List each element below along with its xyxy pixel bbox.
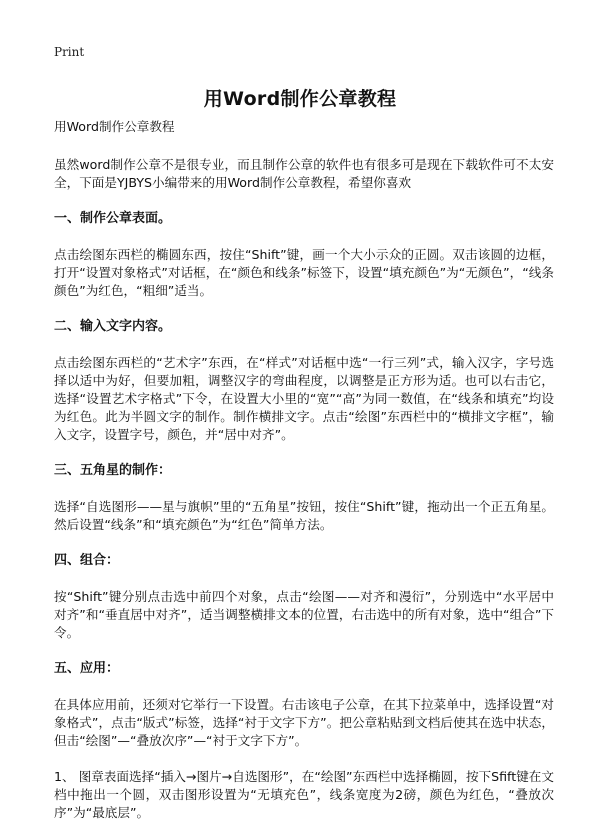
section-star bbox=[54, 462, 554, 534]
section-seal-surface bbox=[54, 210, 554, 300]
section-paragraph: 点击绘图东西栏的椭圆东西，按住“Shift”键，画一个大小示众的正圆。双击该圆的边框，打开“设置对象格式”对话框，在“颜色和线条”标签下，设置“填充颜色”为“无颜色”，“线条颜色”为红色，“粗细”适当。 bbox=[54, 247, 554, 298]
section-heading: 五、应用： bbox=[54, 661, 120, 676]
section-paragraph: 选择“自选图形——星与旗帜”里的“五角星”按钮，按住“Shift”键，拖动出一个正五角星。然后设置“线条”和“填充颜色”为“红色”简单方法。 bbox=[54, 499, 554, 532]
section-text-content bbox=[54, 318, 554, 444]
intro-paragraph: 虽然word制作公章不是很专业，而且制作公章的软件也有很多可是现在下载软件可不太安全，下面是YJBYS小编带来的用Word制作公章教程，希望你喜欢 bbox=[54, 157, 554, 190]
section-heading: 三、五角星的制作： bbox=[54, 463, 172, 478]
section-paragraph: 按“Shift”键分别点击选中前四个对象，点击“绘图——对齐和漫衍”，分别选中“水平居中对齐”和“垂直居中对齐”，适当调整横排文本的位置，右击选中的所有对象，选中“组合”下令。 bbox=[54, 589, 554, 640]
section-heading: 二、输入文字内容。 bbox=[54, 319, 172, 334]
section-paragraph: 1、 图章表面选择“插入→图片→自选图形”，在“绘图”东西栏中选择椭圆，按下Sfift键在文档中拖出一个圆，双击图形设置为“无填充色”，线条宽度为2磅，颜色为红色，“叠放次序”为“最底层”。 bbox=[54, 769, 554, 820]
article-body bbox=[54, 118, 554, 840]
section-paragraph: 在具体应用前，还须对它举行一下设置。右击该电子公章，在其下拉菜单中，选择设置“对象格式”，点击“版式”标签，选择“衬于文字下方”。把公章粘贴到文档后使其在选中状态，但击“绘图”—“叠放次序”—“衬于文字下方”。 bbox=[54, 697, 554, 748]
section-group bbox=[54, 552, 554, 642]
page-title: 用Word制作公章教程 bbox=[203, 88, 397, 110]
section-heading: 一、制作公章表面。 bbox=[54, 211, 172, 226]
section-paragraph: 点击绘图东西栏的“艺术字”东西，在“样式”对话框中选“一行三列”式，输入汉字，字号选择以适中为好，但要加粗，调整汉字的弯曲程度，以调整是正方形为适。也可以右击它，选择“设置艺术字格式”下令，在设置大小里的“宽”“高”为同一数值，在“线条和填充”均设为红色。此为半圆文字的制作。制作横排文字。点击“绘图”东西栏中的“横排文字框”，输入文字，设置字号，颜色，并“居中对齐”。 bbox=[54, 355, 554, 442]
section-apply bbox=[54, 660, 554, 822]
print-link[interactable]: Print bbox=[54, 45, 85, 59]
section-heading: 四、组合： bbox=[54, 553, 120, 568]
article-subtitle: 用Word制作公章教程 bbox=[54, 119, 175, 134]
